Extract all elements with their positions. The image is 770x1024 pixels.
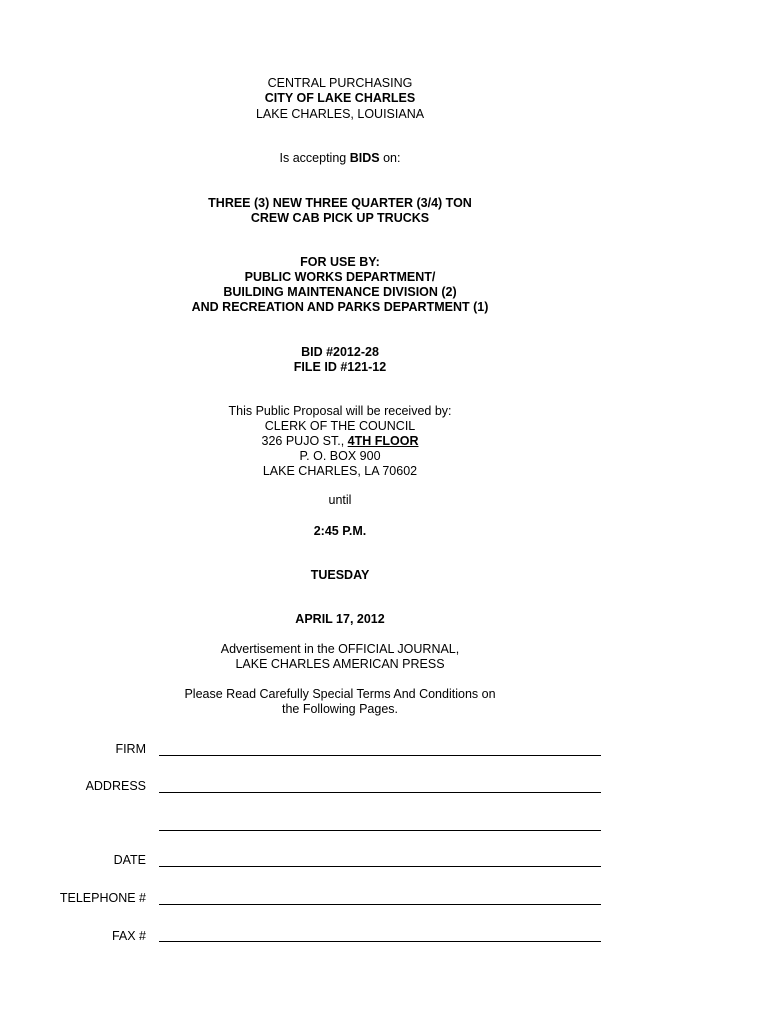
receiver-street xyxy=(0,434,680,449)
date-label: DATE xyxy=(113,853,146,867)
file-id: FILE ID #121-12 xyxy=(293,360,387,374)
accepting-prefix: Is accepting xyxy=(279,151,350,165)
receiver-intro: This Public Proposal will be received by: xyxy=(228,404,452,418)
fax-label: FAX # xyxy=(111,929,146,943)
firm-field[interactable] xyxy=(159,755,601,756)
notice-line1: Please Read Carefully Special Terms And Conditions on xyxy=(184,687,496,701)
bid-number: BID #2012-28 xyxy=(301,345,379,359)
receiver-name: CLERK OF THE COUNCIL xyxy=(264,419,416,433)
advertisement-line2: LAKE CHARLES AMERICAN PRESS xyxy=(235,657,445,671)
use-by-heading: FOR USE BY: xyxy=(300,255,380,269)
deadline-time: 2:45 P.M. xyxy=(313,524,367,538)
accepting-bids-word: BIDS xyxy=(349,151,380,165)
deadline-date: APRIL 17, 2012 xyxy=(295,612,385,626)
use-by-public-works: PUBLIC WORKS DEPARTMENT/ xyxy=(244,270,436,284)
header-department: CENTRAL PURCHASING xyxy=(267,76,413,90)
header-city: CITY OF LAKE CHARLES xyxy=(264,91,416,105)
receiver-street-address: 326 PUJO ST., xyxy=(261,434,348,448)
address-field-line2[interactable] xyxy=(159,830,601,831)
header-location: LAKE CHARLES, LOUISIANA xyxy=(255,107,425,121)
receiver-city: LAKE CHARLES, LA 70602 xyxy=(262,464,418,478)
use-by-recreation-parks: AND RECREATION AND PARKS DEPARTMENT (1) xyxy=(191,300,489,314)
address-label: ADDRESS xyxy=(85,779,146,793)
receiver-floor: 4TH FLOOR xyxy=(347,434,419,448)
use-by-building-maintenance: BUILDING MAINTENANCE DIVISION (2) xyxy=(223,285,457,299)
accepting-suffix: on: xyxy=(379,151,401,165)
fax-field[interactable] xyxy=(159,941,601,942)
item-title-line1: THREE (3) NEW THREE QUARTER (3/4) TON xyxy=(208,196,472,210)
firm-label: FIRM xyxy=(115,742,146,756)
until-text: until xyxy=(328,493,352,507)
telephone-label: TELEPHONE # xyxy=(59,891,146,905)
receiver-po-box: P. O. BOX 900 xyxy=(299,449,381,463)
telephone-field[interactable] xyxy=(159,904,601,905)
address-field-line1[interactable] xyxy=(159,792,601,793)
deadline-day: TUESDAY xyxy=(310,568,370,582)
accepting-bids-line xyxy=(0,151,680,166)
notice-line2: the Following Pages. xyxy=(281,702,399,716)
date-field[interactable] xyxy=(159,866,601,867)
advertisement-line1: Advertisement in the OFFICIAL JOURNAL, xyxy=(220,642,460,656)
item-title-line2: CREW CAB PICK UP TRUCKS xyxy=(250,211,430,225)
